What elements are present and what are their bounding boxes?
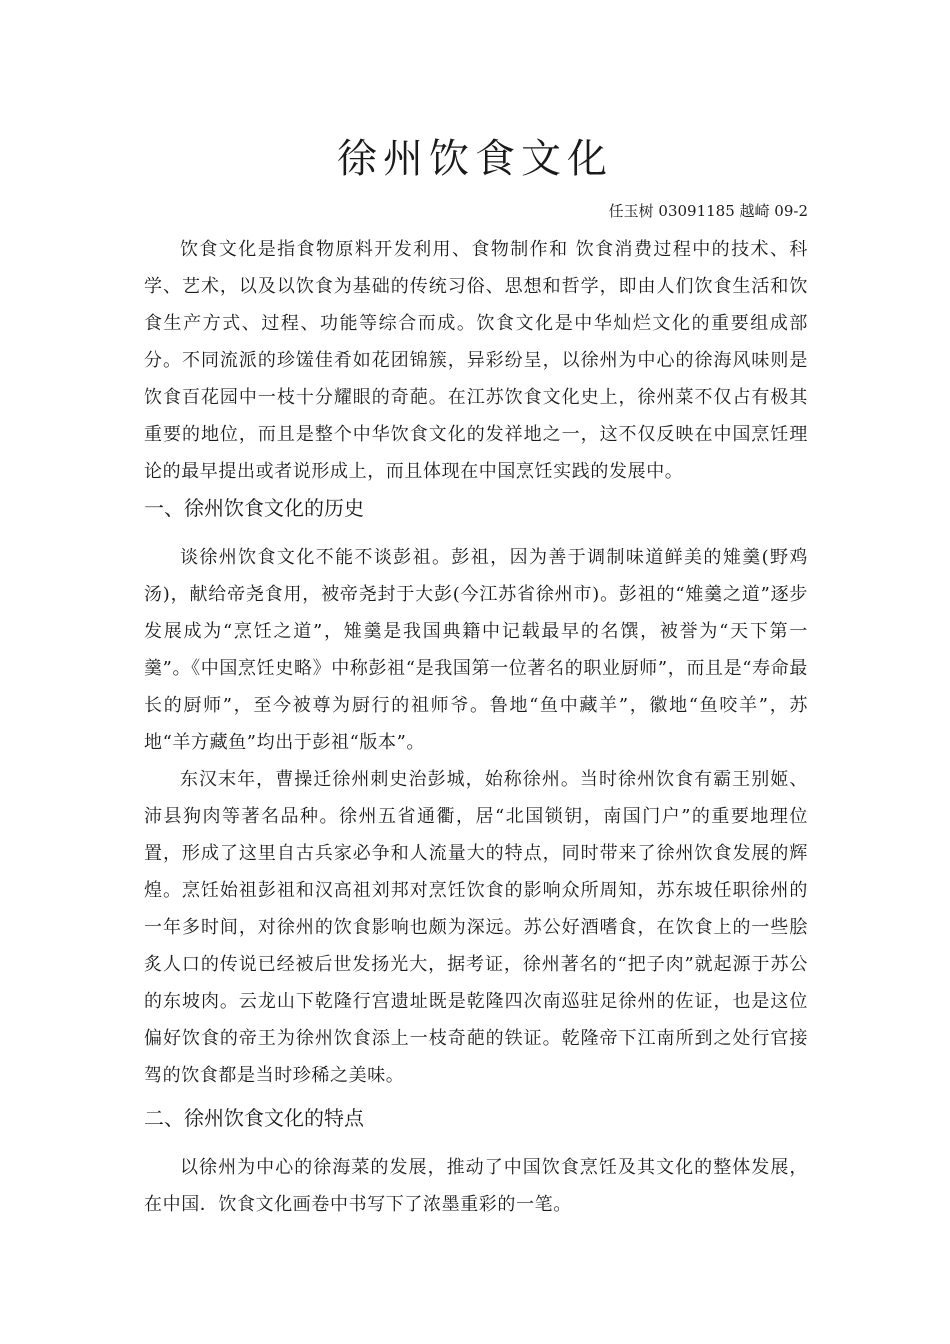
document-title: 徐州饮食文化 [337, 135, 613, 182]
features-paragraph-1: 以徐州为中心的徐海菜的发展，推动了中国饮食烹饪及其文化的整体发展，在中国．饮食文化画卷中书写下了浓墨重彩的一笔。 [144, 1157, 808, 1215]
history-block [144, 539, 808, 1094]
history-paragraph-2: 东汉末年，曹操迁徐州刺史治彭城，始称徐州。当时徐州饮食有霸王别姬、沛县狗肉等著名品种。徐州五省通衢，居“北国锁钥，南国门户”的重要地理位置，形成了这里自古兵家必争和人流量大的特点，同时带来了徐州饮食发展的辉煌。烹饪始祖彭祖和汉高祖刘邦对烹饪饮食的影响众所周知，苏东坡任职徐州的一年多时间，对徐州的饮食影响也颇为深远。苏公好酒嗜食，在饮食上的一些脍炙人口的传说已经被后世发扬光大，据考证，徐州著名的“把子肉”就起源于苏公的东坡肉。云龙山下乾隆行宫遗址既是乾隆四次南巡驻足徐州的佐证，也是这位偏好饮食的帝王为徐州饮食添上一枝奇葩的铁证。乾隆帝下江南所到之处行官接驾的饮食都是当时珍稀之美味。 [144, 769, 808, 1086]
section-heading-history: 一、徐州饮食文化的历史 [144, 496, 364, 520]
history-paragraph-1: 谈徐州饮食文化不能不谈彭祖。彭祖，因为善于调制味道鲜美的雉羹(野鸡汤)，献给帝尧食用，被帝尧封于大彭(今江苏省徐州市)。彭祖的“雉羹之道”逐步发展成为“烹饪之道”，雉羹是我国典籍中记载最早的名馔，被誉为“天下第一羹”。《中国烹饪史略》中称彭祖“是我国第一位著名的职业厨师”，而且是“寿命最长的厨师”，至今被尊为厨行的祖师爷。鲁地“鱼中藏羊”，徽地“鱼咬羊”，苏地“羊方藏鱼”均出于彭祖“版本”。 [144, 547, 808, 753]
section-heading-features: 二、徐州饮食文化的特点 [144, 1106, 364, 1130]
author-line: 任玉树 03091185 越崎 09-2 [608, 202, 808, 220]
features-block [144, 1149, 808, 1223]
intro-block [144, 231, 808, 490]
intro-paragraph: 饮食文化是指食物原料开发利用、食物制作和 饮食消费过程中的技术、科学、艺术，以及以饮食为基础的传统习俗、思想和哲学，即由人们饮食生活和饮食生产方式、过程、功能等综合而成。饮食文化是中华灿烂文化的重要组成部分。不同流派的珍馐佳肴如花团锦簇，异彩纷呈，以徐州为中心的徐海风味则是饮食百花园中一枝十分耀眼的奇葩。在江苏饮食文化史上，徐州菜不仅占有极其重要的地位，而且是整个中华饮食文化的发祥地之一，这不仅反映在中国烹饪理论的最早提出或者说形成上，而且体现在中国烹饪实践的发展中。 [144, 239, 808, 482]
